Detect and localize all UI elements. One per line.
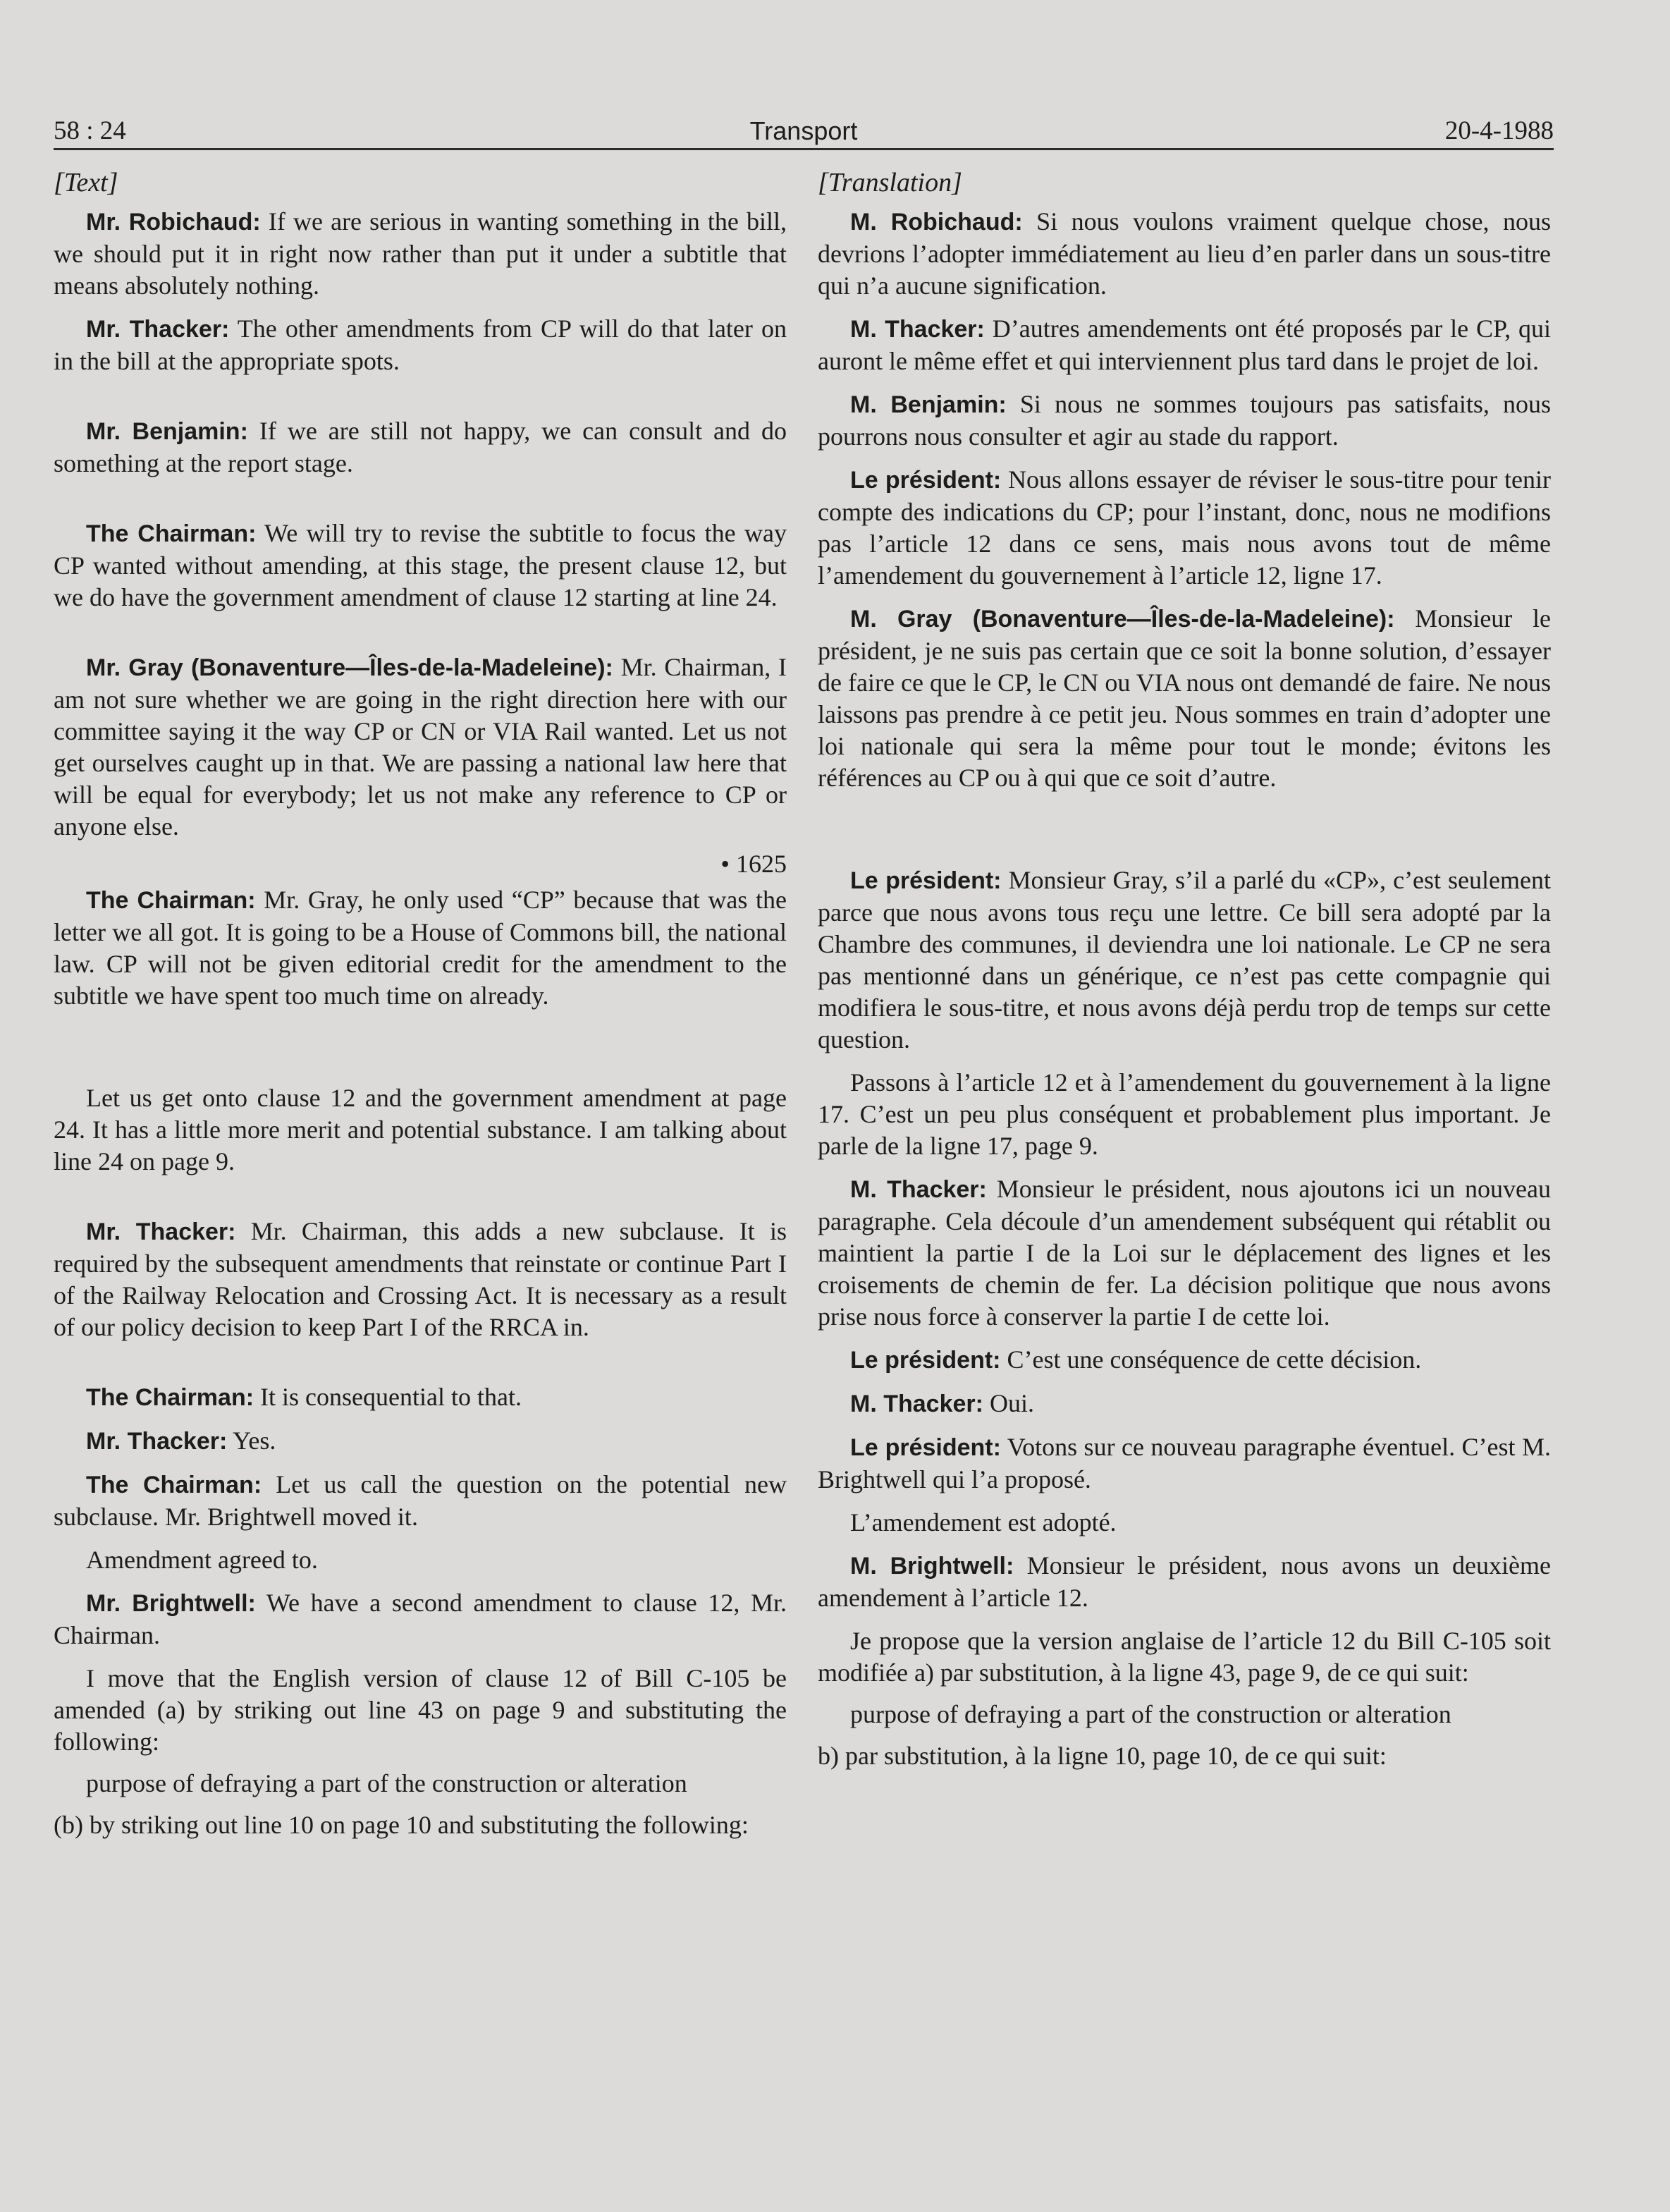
speech-paragraph (54, 1082, 787, 1178)
speech-paragraph (818, 603, 1551, 794)
speech-text: Votons sur ce nouveau paragraphe éventuel. C’est M. Brightwell qui l’a proposé. (818, 1433, 1551, 1493)
speech-text: D’autres amendements ont été proposés par le CP, qui auront le même effet et qui interviennent plus tard dans le projet de loi. (818, 314, 1551, 375)
speech-paragraph (54, 206, 787, 302)
speech-text: We will try to revise the subtitle to focus the way CP wanted without amending, at this stage, the present clause 12, but we do have the government amendment of clause 12 starting at line 24. (54, 519, 787, 611)
amendment-quote (818, 1699, 1551, 1730)
speech-text: Mr. Chairman, this adds a new subclause. It is required by the subsequent amendments that reinstate or continue Part I of the Railway Relocation and Crossing Act. It is necessary as a result of our policy decision to keep Part I of the RRCA in. (54, 1217, 787, 1341)
speaker-name: Le président: (850, 467, 1002, 494)
speech-paragraph (818, 206, 1551, 302)
speech-paragraph (54, 1469, 787, 1533)
speaker-name: Le président: (850, 867, 1002, 894)
speech-paragraph (54, 1216, 787, 1343)
speech-paragraph (818, 389, 1551, 453)
speech-text: If we are still not happy, we can consult and do something at the report stage. (54, 417, 787, 477)
speech-paragraph (54, 1381, 787, 1414)
speaker-name: Mr. Brightwell: (86, 1590, 256, 1617)
speech-text: Nous allons essayer de réviser le sous-titre pour tenir compte des indications du CP; pour l’instant, donc, nous ne modifions pas l’article 12 dans ce sens, mais nous avons tout de même l’amendement du gouvernement à l’article 12, ligne 17. (818, 465, 1551, 589)
speaker-name: M. Thacker: (850, 316, 985, 343)
speaker-name: M. Thacker: (850, 1391, 983, 1417)
header-rule (54, 148, 1554, 150)
speech-text: C’est une conséquence de cette décision. (1000, 1345, 1422, 1374)
french-column (818, 166, 1551, 1772)
speech-paragraph (54, 1587, 787, 1651)
speaker-name: The Chairman: (86, 1384, 254, 1411)
speaker-name: M. Robichaud: (850, 209, 1023, 236)
speech-text: Monsieur le président, nous avons un deuxième amendement à l’article 12. (818, 1551, 1551, 1612)
speech-paragraph (54, 884, 787, 1012)
speech-paragraph (818, 864, 1551, 1056)
time-marker: • 1625 (720, 850, 787, 878)
speech-text: The other amendments from CP will do that later on in the bill at the appropriate spots. (54, 314, 787, 375)
page-title: Transport (749, 116, 858, 145)
speaker-name: The Chairman: (86, 520, 257, 547)
speaker-name: Mr. Thacker: (86, 316, 230, 343)
speech-text: Je propose que la version anglaise de l’article 12 du Bill C-105 soit modifiée a) par substitution, à la ligne 43, page 9, de ce qui suit: (818, 1627, 1551, 1687)
speech-paragraph (818, 1431, 1551, 1496)
speech-paragraph (818, 313, 1551, 377)
speech-text: Mr. Chairman, I am not sure whether we are going in the right direction here with our committee saying it the way CP or CN or VIA Rail wanted. Let us not get ourselves caught up in that. We are passing a national law here that will be equal for everybody; let us not make any reference to CP or anyone else. (54, 653, 787, 841)
speaker-name: Le président: (850, 1347, 1001, 1374)
speech-text: Monsieur le président, nous ajoutons ici un nouveau paragraphe. Cela découle d’un amendement subséquent qui rétablit ou maintient la partie I de la Loi sur le déplacement des lignes et les croisements de chemin de fer. La décision politique que nous avons prise nous force à conserver la partie I de cette loi. (818, 1175, 1551, 1331)
speech-paragraph (818, 1067, 1551, 1162)
speech-paragraph (54, 1425, 787, 1458)
page-date: 20-4-1988 (1444, 116, 1554, 145)
speaker-name: Mr. Gray (Bonaventure—Îles-de-la-Madeleine): (86, 654, 613, 681)
speech-text: It is consequential to that. (254, 1383, 522, 1411)
speech-text: b) par substitution, à la ligne 10, page 10, de ce qui suit: (818, 1742, 1387, 1770)
speech-text: Mr. Gray, he only used “CP” because that was the letter we all got. It is going to be a House of Commons bill, the national law. CP will not be given editorial credit for the amendment to the subtitle we have spent too much time on already. (54, 886, 787, 1010)
speech-paragraph (54, 1663, 787, 1758)
speech-text: Si nous voulons vraiment quelque chose, nous devrions l’adopter immédiatement au lieu d’en parler dans un sous-titre qui n’a aucune signification. (818, 207, 1551, 300)
column-label: [Text] (54, 168, 118, 197)
speech-text: Passons à l’article 12 et à l’amendement du gouvernement à la ligne 17. C’est un peu plus conséquent et probablement plus important. Je parle de la ligne 17, page 9. (818, 1068, 1551, 1160)
speech-text: We have a second amendment to clause 12, Mr. Chairman. (54, 1589, 787, 1649)
speech-text: Si nous ne sommes toujours pas satisfaits, nous pourrons nous consulter et agir au stade du rapport. (818, 390, 1551, 451)
speech-text: purpose of defraying a part of the construction or alteration (850, 1700, 1451, 1728)
speech-text: Let us get onto clause 12 and the government amendment at page 24. It has a little more merit and potential substance. I am talking about line 24 on page 9. (54, 1084, 787, 1175)
page-reference: 58 : 24 (54, 116, 126, 145)
motion-result (54, 1544, 787, 1576)
speaker-name: The Chairman: (86, 1472, 262, 1498)
speaker-name: Mr. Thacker: (86, 1218, 236, 1245)
speech-text: I move that the English version of clause 12 of Bill C-105 be amended (a) by striking out line 43 on page 9 and substituting the following: (54, 1664, 787, 1756)
speech-text: Let us call the question on the potential new subclause. Mr. Brightwell moved it. (54, 1470, 787, 1531)
speaker-name: Mr. Thacker: (86, 1428, 228, 1455)
speech-paragraph (54, 313, 787, 377)
speaker-name: The Chairman: (86, 887, 256, 914)
amendment-quote (54, 1768, 787, 1799)
speech-paragraph (818, 1388, 1551, 1420)
speech-paragraph (54, 518, 787, 613)
speech-paragraph (818, 464, 1551, 592)
speaker-name: M. Gray (Bonaventure—Îles-de-la-Madeleine): (850, 606, 1395, 633)
speaker-name: M. Benjamin: (850, 391, 1007, 418)
speaker-name: Le président: (850, 1434, 1001, 1461)
speaker-name: Mr. Benjamin: (86, 418, 248, 445)
speech-text: If we are serious in wanting something in the bill, we should put it in right now rather than put it under a subtitle that means absolutely nothing. (54, 207, 787, 300)
speech-paragraph (818, 1740, 1551, 1772)
page-header (54, 113, 1554, 149)
speech-paragraph (818, 1625, 1551, 1689)
speech-paragraph (818, 1550, 1551, 1614)
speech-text: Monsieur Gray, s’il a parlé du «CP», c’est seulement parce que nous avons tous reçu une lettre. Ce bill sera adopté par la Chambre des communes, il deviendra une loi nationale. Le CP ne sera pas mentionné dans un générique, ce n’est pas cette compagnie qui modifiera le sous-titre, et nous avons déjà perdu trop de temps sur cette question. (818, 866, 1551, 1053)
speech-paragraph (54, 652, 787, 843)
speaker-name: Mr. Robichaud: (86, 209, 261, 236)
speaker-name: M. Thacker: (850, 1176, 987, 1203)
speech-text: L’amendement est adopté. (850, 1508, 1117, 1536)
speech-paragraph (54, 1809, 787, 1841)
english-column (54, 166, 787, 1841)
speech-text: Amendment agreed to. (86, 1546, 318, 1574)
motion-result (818, 1507, 1551, 1539)
speaker-name: M. Brightwell: (850, 1553, 1014, 1579)
column-label: [Translation] (818, 168, 962, 197)
speech-paragraph (818, 1173, 1551, 1333)
speech-text: Oui. (983, 1389, 1034, 1417)
speech-text: purpose of defraying a part of the construction or alteration (86, 1769, 687, 1797)
speech-paragraph (818, 1344, 1551, 1376)
speech-text: (b) by striking out line 10 on page 10 and substituting the following: (54, 1811, 749, 1839)
speech-text: Yes. (227, 1426, 276, 1455)
speech-paragraph (54, 415, 787, 479)
speech-text: Monsieur le président, je ne suis pas certain que ce soit la bonne solution, d’essayer de faire ce que le CP, le CN ou VIA nous ont demandé de faire. Ne nous laissons pas prendre à ce petit jeu. Nous sommes en train d’adopter une loi nationale qui sera la même pour tout le monde; évitons les références au CP ou à qui que ce soit d’autre. (818, 604, 1552, 792)
